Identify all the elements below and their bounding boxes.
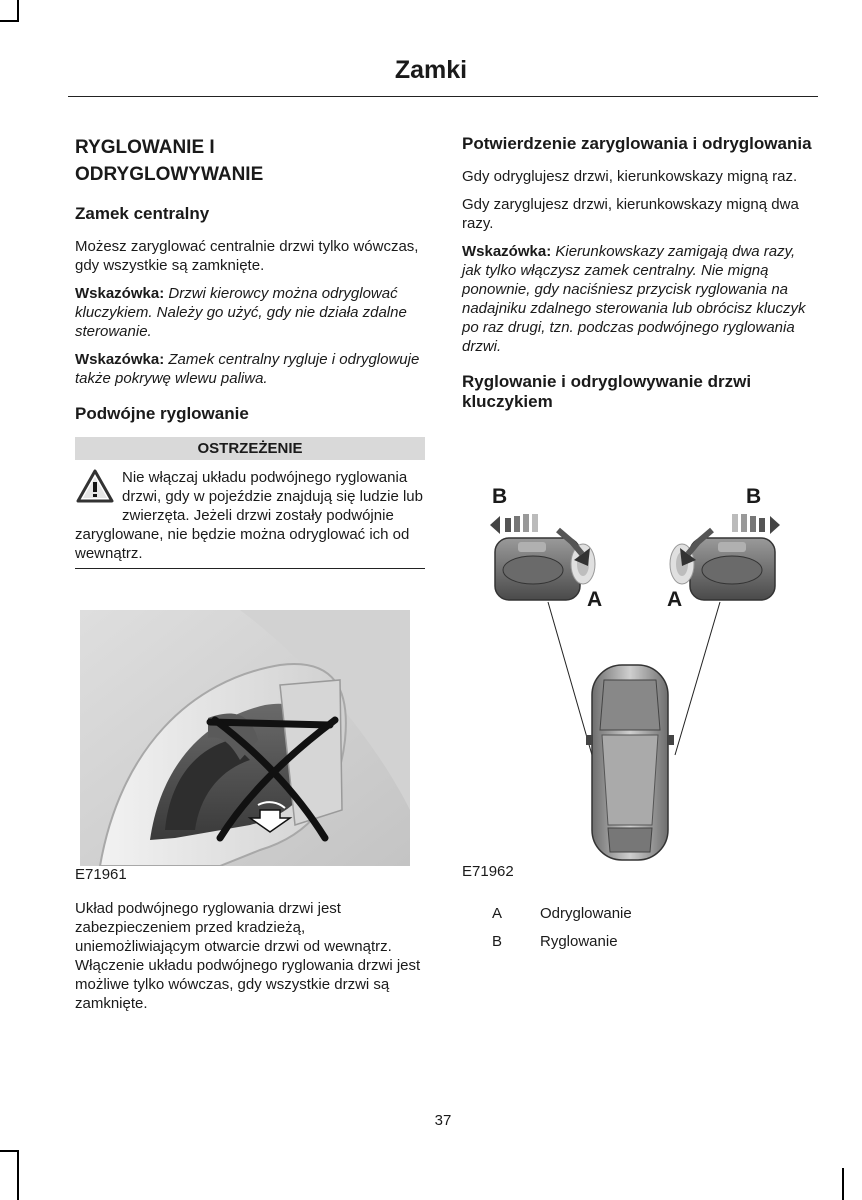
central-lock-note2	[75, 350, 427, 388]
page-number: 37	[434, 1112, 452, 1129]
legend-row	[492, 905, 792, 933]
confirm-heading: Potwierdzenie zaryglowania i odryglowania	[462, 134, 812, 153]
double-lock-heading: Podwójne ryglowanie	[75, 404, 249, 423]
note-text: Zamek centralny rygluje i odryglowuje także pokrywę wlewu paliwa.	[75, 351, 420, 387]
diagram-label-b-left: B	[492, 485, 508, 508]
legend-value: Ryglowanie	[540, 933, 618, 950]
note-label: Wskazówka:	[462, 243, 552, 260]
section-title-line2: ODRYGLOWYWANIE	[75, 164, 264, 185]
warning-text-body: Nie włączaj układu podwójnego ryglowania drzwi, gdy w pojeździe znajdują się ludzie lub zwierzęta. Jeżeli drzwi zostały podwójnie zaryglowane, nie będzie można odryglować ich od wewnątrz.	[75, 469, 423, 562]
left-column	[75, 134, 427, 424]
key-lock-heading: Ryglowanie i odryglowywanie drzwi kluczykiem	[462, 372, 752, 411]
warning-text	[75, 468, 427, 563]
confirm-text1: Gdy odryglujesz drzwi, kierunkowskazy migną raz.	[462, 168, 798, 185]
header-rule	[68, 96, 818, 97]
confirm-text2: Gdy zaryglujesz drzwi, kierunkowskazy migną dwa razy.	[462, 196, 799, 232]
crop-mark-top-left-h	[0, 20, 19, 22]
central-lock-note1	[75, 284, 427, 341]
car-top-view	[586, 665, 674, 860]
warning-title: OSTRZEŻENIE	[75, 437, 425, 460]
figure-legend	[492, 905, 792, 961]
figure-id-e71961: E71961	[75, 866, 127, 883]
diagram-label-b-right: B	[746, 485, 762, 508]
legend-key: A	[492, 905, 503, 922]
right-key	[670, 514, 780, 600]
left-key	[490, 514, 595, 600]
note-label: Wskazówka:	[75, 285, 165, 302]
central-lock-text: Możesz zaryglować centralnie drzwi tylko wówczas, gdy wszystkie są zamknięte.	[75, 238, 419, 274]
section-title-line1: RYGLOWANIE I	[75, 137, 215, 158]
central-lock-heading: Zamek centralny	[75, 204, 210, 223]
legend-value: Odryglowanie	[540, 905, 632, 922]
double-lock-body: Układ podwójnego ryglowania drzwi jest zabezpieczeniem przed kradzieżą, uniemożliwiającym otwarcie drzwi od wewnątrz. Włączenie układu podwójnego ryglowania drzwi jest możliwe tylko wówczas, gdy wszystkie drzwi są zamknięte.	[75, 900, 421, 1012]
key-lock-diagram	[470, 480, 800, 865]
warning-bottom-rule	[75, 568, 425, 569]
right-column	[462, 134, 814, 412]
crop-mark-bottom-left-v	[17, 1150, 19, 1200]
door-handle-illustration	[80, 610, 410, 866]
note-text: Drzwi kierowcy można odryglować kluczykiem. Należy go użyć, gdy nie działa zdalne sterowanie.	[75, 285, 407, 340]
crop-mark-top-left-v	[17, 0, 19, 22]
diagram-label-a-left: A	[587, 588, 603, 611]
diagram-label-a-right: A	[667, 588, 683, 611]
note-label: Wskazówka:	[75, 351, 165, 368]
legend-row	[492, 933, 792, 961]
page-title: Zamki	[394, 56, 468, 84]
crop-mark-bottom-right-v	[842, 1168, 844, 1200]
note-text: Kierunkowskazy zamigają dwa razy, jak tylko włączysz zamek centralny. Nie migną ponownie, gdy naciśniesz przycisk ryglowania na nadajniku zdalnego sterowania lub obrócisz kluczyk po raz drugi, tzn. podczas podwójnego ryglowania drzwi.	[462, 243, 806, 355]
figure-id-e71962: E71962	[462, 863, 514, 880]
legend-key: B	[492, 933, 503, 950]
confirm-note	[462, 242, 814, 356]
crop-mark-bottom-left-h	[0, 1150, 19, 1152]
